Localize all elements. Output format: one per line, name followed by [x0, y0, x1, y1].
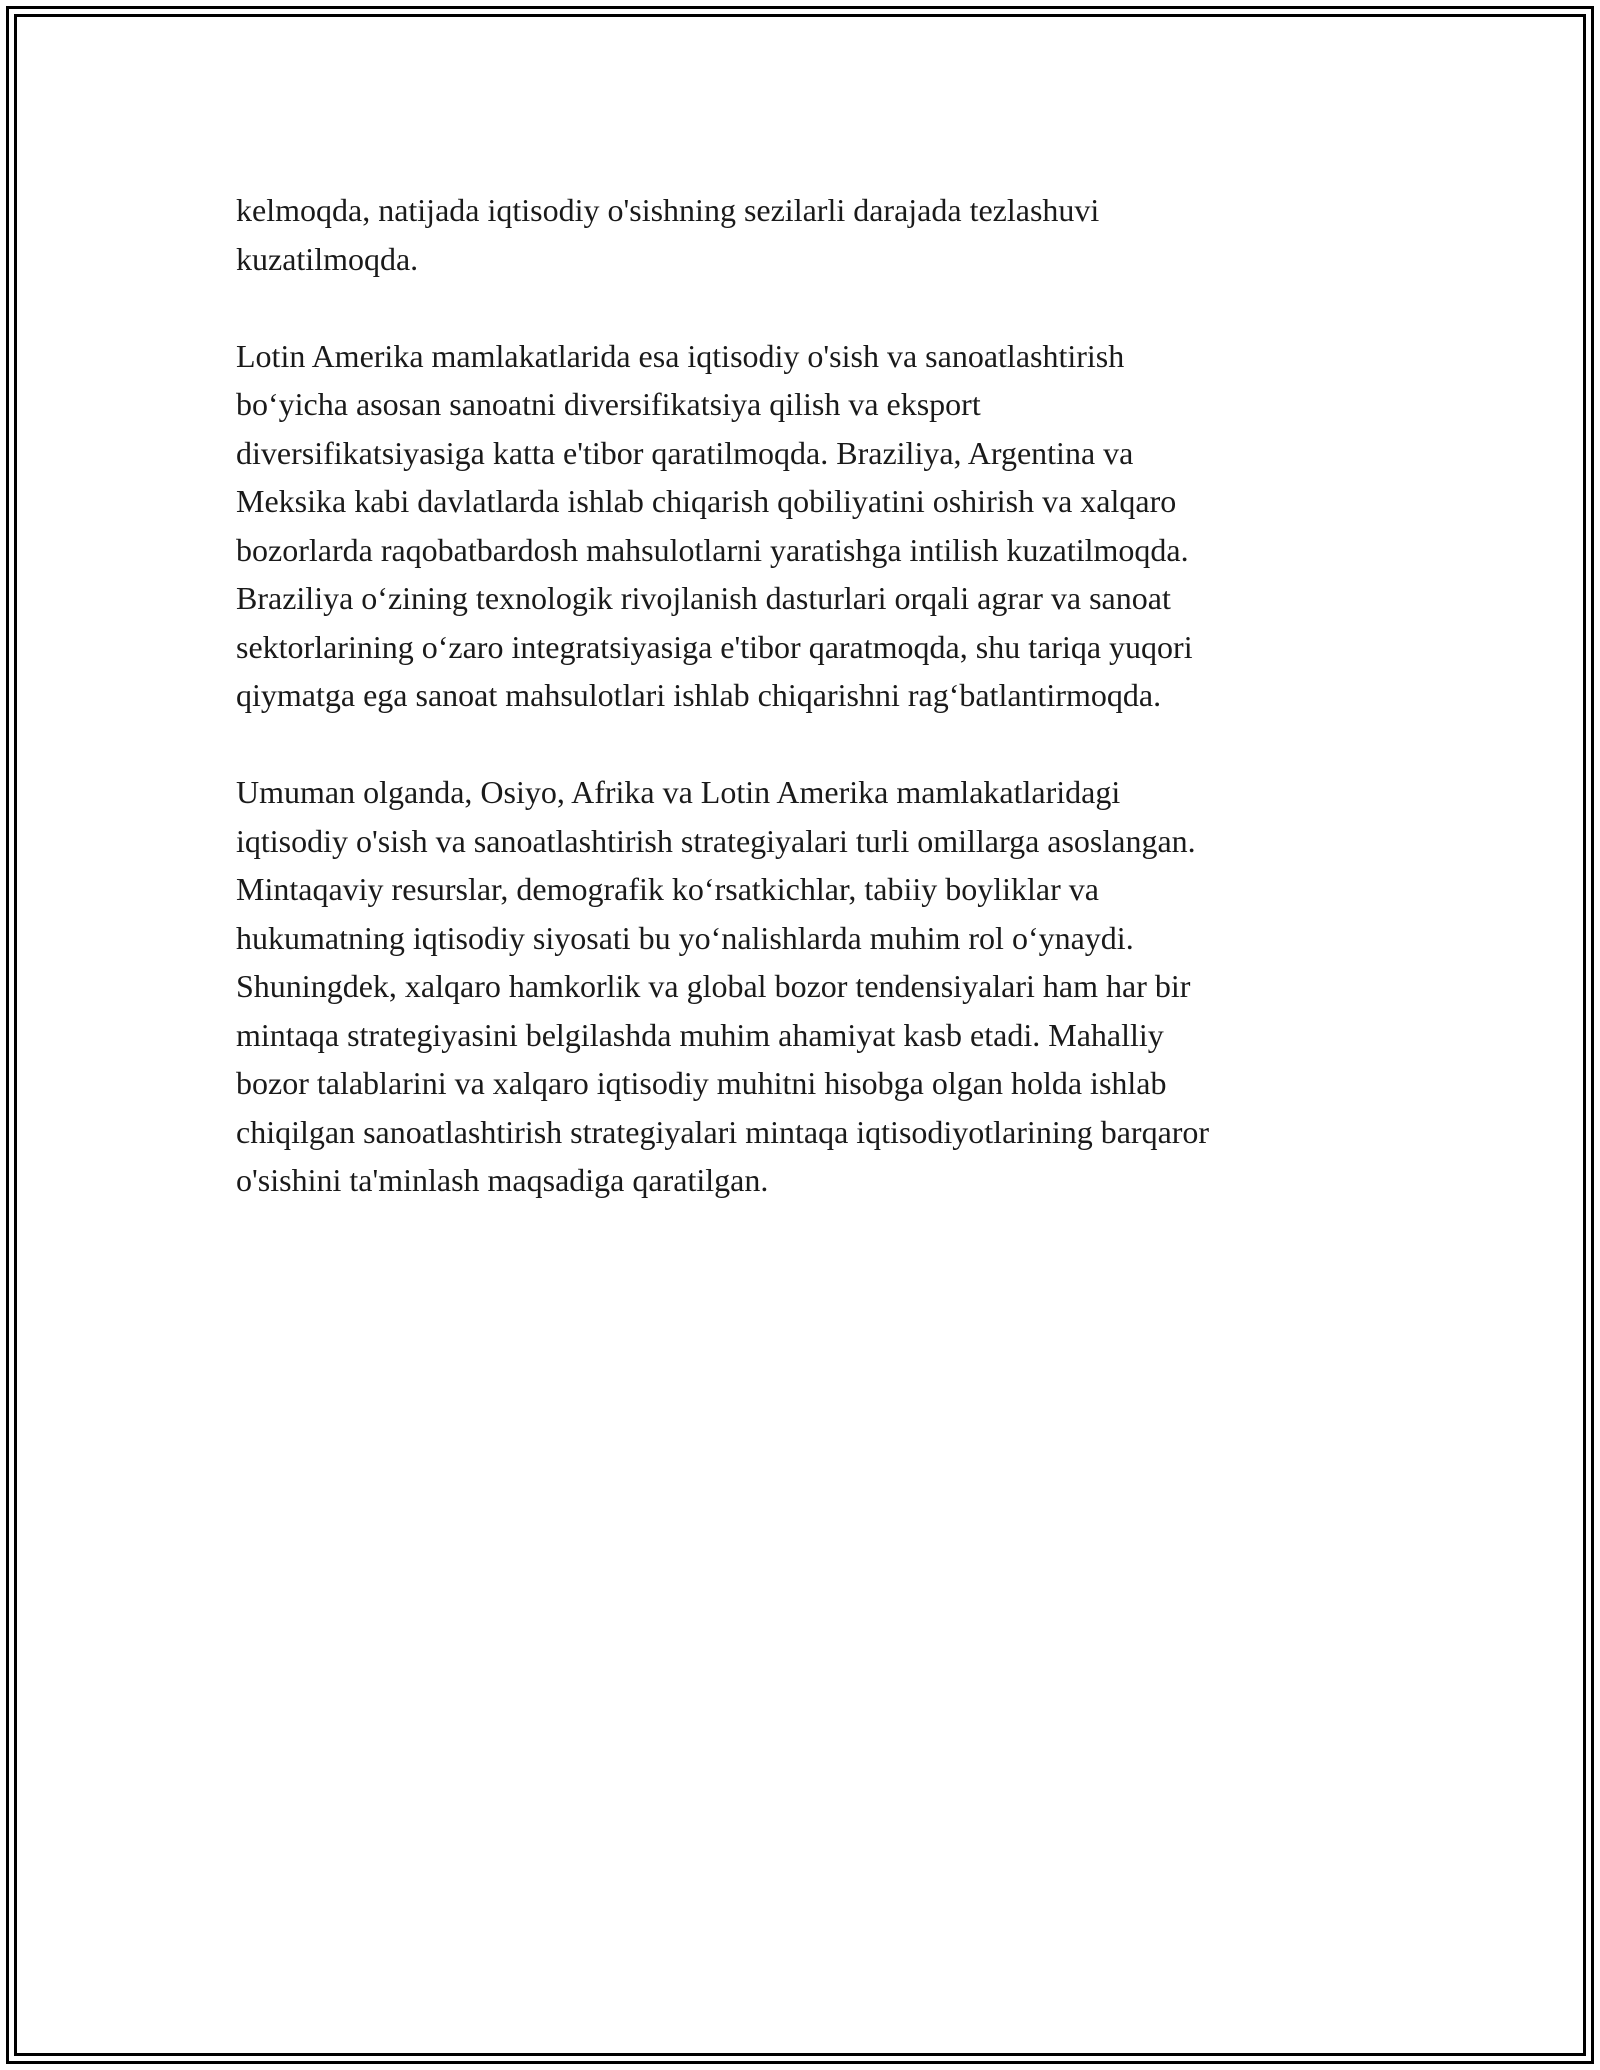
- text-line: Meksika kabi davlatlarda ishlab chiqarish qobiliyatini oshirish va xalqaro: [236, 483, 1177, 519]
- text-line: mintaqa strategiyasini belgilashda muhim ahamiyat kasb etadi. Mahalliy: [236, 1016, 1164, 1053]
- paragraph-3: [236, 768, 1366, 1205]
- text-line: kuzatilmoqda.: [236, 240, 419, 277]
- text-line: hukumatning iqtisodiy siyosati bu yo‘nalishlarda muhim rol o‘ynaydi.: [236, 919, 1134, 956]
- text-line: o'sishini ta'minlash maqsadiga qaratilgan.: [236, 1162, 769, 1198]
- text-line: Shuningdek, xalqaro hamkorlik va global bozor tendensiyalari ham har bir: [236, 968, 1191, 1004]
- text-line: chiqilgan sanoatlashtirish strategiyalari mintaqa iqtisodiyotlarining barqaror: [236, 1113, 1210, 1150]
- text-line: sektorlarining o‘zaro integratsiyasiga e'tibor qaratmoqda, shu tariqa yuqori: [236, 628, 1193, 665]
- text-line: Umuman olganda, Osiyo, Afrika va Lotin Amerika mamlakatlaridagi: [236, 774, 1121, 810]
- text-line: bozor talablarini va xalqaro iqtisodiy muhitni hisobga olgan holda ishlab: [236, 1065, 1167, 1101]
- text-line: Braziliya o‘zining texnologik rivojlanish dasturlari orqali agrar va sanoat: [236, 580, 1171, 616]
- text-line: bo‘yicha asosan sanoatni diversifikatsiya qilish va eksport: [236, 386, 981, 422]
- text-line: iqtisodiy o'sish va sanoatlashtirish strategiyalari turli omillarga asoslangan.: [236, 822, 1196, 859]
- text-line: qiymatga ega sanoat mahsulotlari ishlab chiqarishni rag‘batlantirmoqda.: [236, 677, 1162, 713]
- text-line: bozorlarda raqobatbardosh mahsulotlarni yaratishga intilish kuzatilmoqda.: [236, 531, 1189, 568]
- document-body: [236, 186, 1366, 1253]
- paragraph-2: [236, 332, 1366, 720]
- text-line: Lotin Amerika mamlakatlarida esa iqtisodiy o'sish va sanoatlashtirish: [236, 337, 1125, 374]
- text-line: kelmoqda, natijada iqtisodiy o'sishning sezilarli darajada tezlashuvi: [236, 192, 1100, 228]
- text-line: diversifikatsiyasiga katta e'tibor qaratilmoqda. Braziliya, Argentina va: [236, 434, 1134, 471]
- paragraph-1: [236, 186, 1366, 283]
- text-line: Mintaqaviy resurslar, demografik ko‘rsatkichlar, tabiiy boyliklar va: [236, 871, 1099, 907]
